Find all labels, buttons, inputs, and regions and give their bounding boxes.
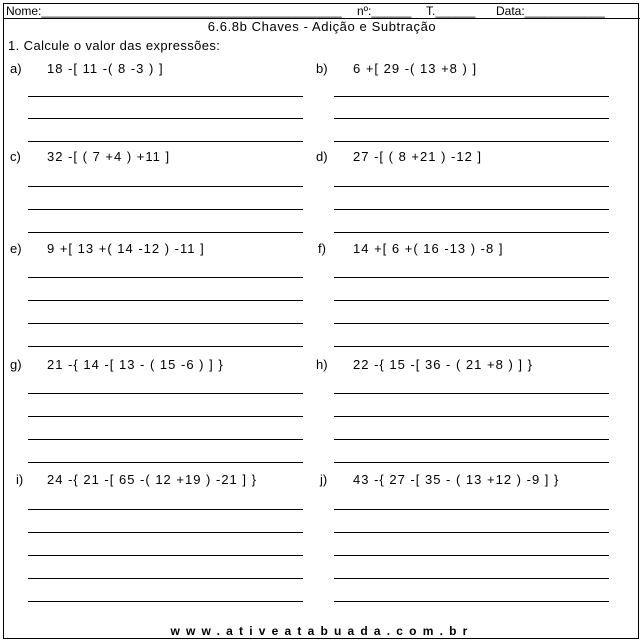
answer-line	[28, 141, 303, 142]
expression-a: 18 -[ 11 -( 8 -3 ) ]	[47, 61, 164, 76]
item-letter-e: e)	[10, 241, 22, 256]
answer-line	[334, 416, 609, 417]
answer-line	[28, 601, 303, 602]
item-letter-i: i)	[16, 472, 24, 487]
answer-line	[334, 141, 609, 142]
answer-line	[28, 509, 303, 510]
answer-line	[334, 346, 609, 347]
item-letter-f: f)	[318, 241, 326, 256]
answer-line	[334, 509, 609, 510]
answer-line	[334, 277, 609, 278]
answer-line	[28, 96, 303, 97]
answer-line	[28, 439, 303, 440]
answer-line	[28, 186, 303, 187]
answer-line	[334, 209, 609, 210]
answer-line	[334, 532, 609, 533]
student-info-header	[6, 3, 636, 19]
answer-line	[28, 578, 303, 579]
answer-line	[334, 439, 609, 440]
name-field-label: Nome:_____________________________________________	[6, 4, 342, 18]
answer-line	[334, 118, 609, 119]
item-letter-b: b)	[316, 61, 328, 76]
answer-line	[28, 300, 303, 301]
item-letter-j: j)	[320, 472, 328, 487]
answer-line	[28, 118, 303, 119]
question-prompt: 1. Calcule o valor das expressões:	[8, 38, 221, 53]
answer-line	[334, 323, 609, 324]
answer-line	[334, 186, 609, 187]
expression-b: 6 +[ 29 -( 13 +8 ) ]	[353, 61, 478, 76]
answer-line	[28, 323, 303, 324]
answer-line	[334, 555, 609, 556]
answer-line	[28, 277, 303, 278]
answer-line	[334, 462, 609, 463]
answer-line	[28, 532, 303, 533]
answer-line	[28, 416, 303, 417]
answer-line	[28, 346, 303, 347]
website-footer: www.ativeatabuada.com.br	[170, 624, 474, 638]
expression-g: 21 -{ 14 -[ 13 - ( 15 -6 ) ] }	[47, 357, 224, 372]
expression-d: 27 -[ ( 8 +21 ) -12 ]	[353, 149, 483, 164]
answer-line	[28, 393, 303, 394]
class-field-label: T.______	[426, 4, 476, 18]
item-letter-g: g)	[10, 357, 22, 372]
answer-line	[334, 601, 609, 602]
worksheet-border	[3, 3, 639, 639]
answer-line	[28, 555, 303, 556]
answer-line	[334, 300, 609, 301]
expression-f: 14 +[ 6 +( 16 -13 ) -8 ]	[353, 241, 504, 256]
answer-line	[28, 462, 303, 463]
item-letter-a: a)	[10, 61, 22, 76]
answer-line	[28, 209, 303, 210]
item-letter-h: h)	[316, 357, 328, 372]
answer-line	[334, 232, 609, 233]
answer-line	[334, 393, 609, 394]
answer-line	[28, 232, 303, 233]
answer-line	[334, 578, 609, 579]
expression-e: 9 +[ 13 +( 14 -12 ) -11 ]	[47, 241, 205, 256]
item-letter-c: c)	[10, 149, 21, 164]
expression-i: 24 -{ 21 -[ 65 -( 12 +19 ) -21 ] }	[47, 472, 257, 487]
expression-c: 32 -[ ( 7 +4 ) +11 ]	[47, 149, 171, 164]
answer-line	[334, 96, 609, 97]
number-field-label: nº:______	[357, 4, 412, 18]
expression-h: 22 -{ 15 -[ 36 - ( 21 +8 ) ] }	[353, 357, 533, 372]
expression-j: 43 -{ 27 -[ 35 - ( 13 +12 ) -9 ] }	[353, 472, 560, 487]
date-field-label: Data:____________	[496, 4, 605, 18]
item-letter-d: d)	[316, 149, 328, 164]
worksheet-title: 6.6.8b Chaves - Adição e Subtração	[207, 19, 437, 34]
